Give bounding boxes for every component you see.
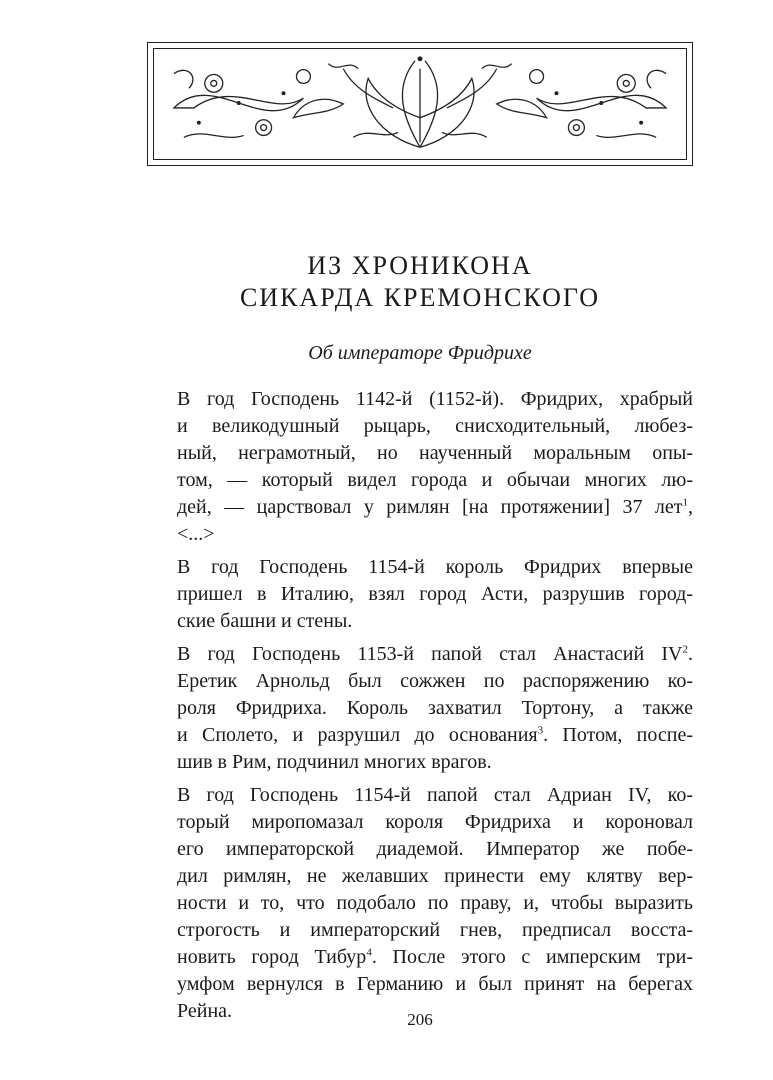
text-segment: и Сполето, и разрушил до основания bbox=[177, 724, 538, 746]
text-line: роля Фридриха. Король захватил Тортону, а также bbox=[177, 697, 693, 719]
footnote-ref-2[interactable]: 2 bbox=[682, 643, 688, 656]
text-line: В год Господень 1154-й король Фридрих впервые bbox=[177, 556, 693, 578]
paragraph-1 bbox=[147, 386, 693, 548]
text-line: В год Господень 1154-й папой стал Адриан IV, ко- bbox=[177, 784, 693, 806]
text-line: том, — который видел города и обычаи многих лю- bbox=[177, 469, 693, 491]
text-line bbox=[147, 641, 693, 668]
text-line: В год Господень 1142-й (1152-й). Фридрих, храбрый bbox=[177, 388, 693, 410]
text-segment: дей, — царствовал у римлян [на протяжении] 37 лет bbox=[177, 496, 683, 518]
paragraph-4 bbox=[147, 782, 693, 1025]
body-text bbox=[147, 386, 693, 1031]
paragraph-2 bbox=[147, 554, 693, 635]
text-line: ный, неграмотный, но наученный моральным опы- bbox=[177, 442, 693, 464]
footnote-ref-1[interactable]: 1 bbox=[682, 496, 688, 509]
chapter-title-line-1: ИЗ ХРОНИКОНА bbox=[307, 251, 533, 280]
text-segment: , bbox=[688, 496, 693, 518]
text-line: пришел в Италию, взял город Асти, разрушив город- bbox=[177, 583, 693, 605]
paragraph-3 bbox=[147, 641, 693, 776]
text-line: ские башни и стены. bbox=[177, 610, 353, 632]
text-segment: новить город Тибур bbox=[177, 946, 367, 968]
text-line: его императорской диадемой. Император же побе- bbox=[177, 838, 693, 860]
text-line: и великодушный рыцарь, снисходительный, любез- bbox=[177, 415, 693, 437]
text-segment: . После этого с имперским три- bbox=[371, 946, 693, 968]
text-segment: . bbox=[688, 643, 693, 665]
text-line: шив в Рим, подчинил многих врагов. bbox=[177, 751, 492, 773]
text-segment: . Потом, поспе- bbox=[543, 724, 693, 746]
chapter-title-line-2: СИКАРДА КРЕМОНСКОГО bbox=[239, 283, 601, 312]
section-subtitle: Об императоре Фридрихе bbox=[308, 342, 532, 364]
footnote-ref-4[interactable]: 4 bbox=[366, 946, 372, 959]
text-line: дил римлян, не желавших принести ему клятву вер- bbox=[177, 865, 693, 887]
text-segment: В год Господень 1153-й папой стал Анастасий IV bbox=[177, 643, 683, 665]
chapter-title bbox=[147, 250, 693, 314]
text-line: торый миропомазал короля Фридриха и короновал bbox=[177, 811, 693, 833]
text-line: ности и то, что подобало по праву, и, чтобы выразить bbox=[177, 892, 693, 914]
page-number: 206 bbox=[407, 1010, 433, 1029]
text-line: строгость и императорский гнев, предписал восста- bbox=[177, 919, 693, 941]
text-line bbox=[147, 944, 693, 971]
ellipsis-line: <...> bbox=[177, 523, 215, 545]
text-line bbox=[147, 494, 693, 521]
footnote-ref-3[interactable]: 3 bbox=[537, 724, 544, 737]
floral-ornament bbox=[153, 48, 687, 160]
text-line bbox=[147, 722, 693, 749]
text-line: Еретик Арнольд был сожжен по распоряжению ко- bbox=[177, 670, 693, 692]
text-line: умфом вернулся в Германию и был принят на берегах bbox=[177, 973, 693, 995]
text-line: Рейна. bbox=[177, 1000, 233, 1022]
header-ornament-frame bbox=[147, 42, 693, 166]
floral-ornament-icon bbox=[154, 49, 686, 159]
